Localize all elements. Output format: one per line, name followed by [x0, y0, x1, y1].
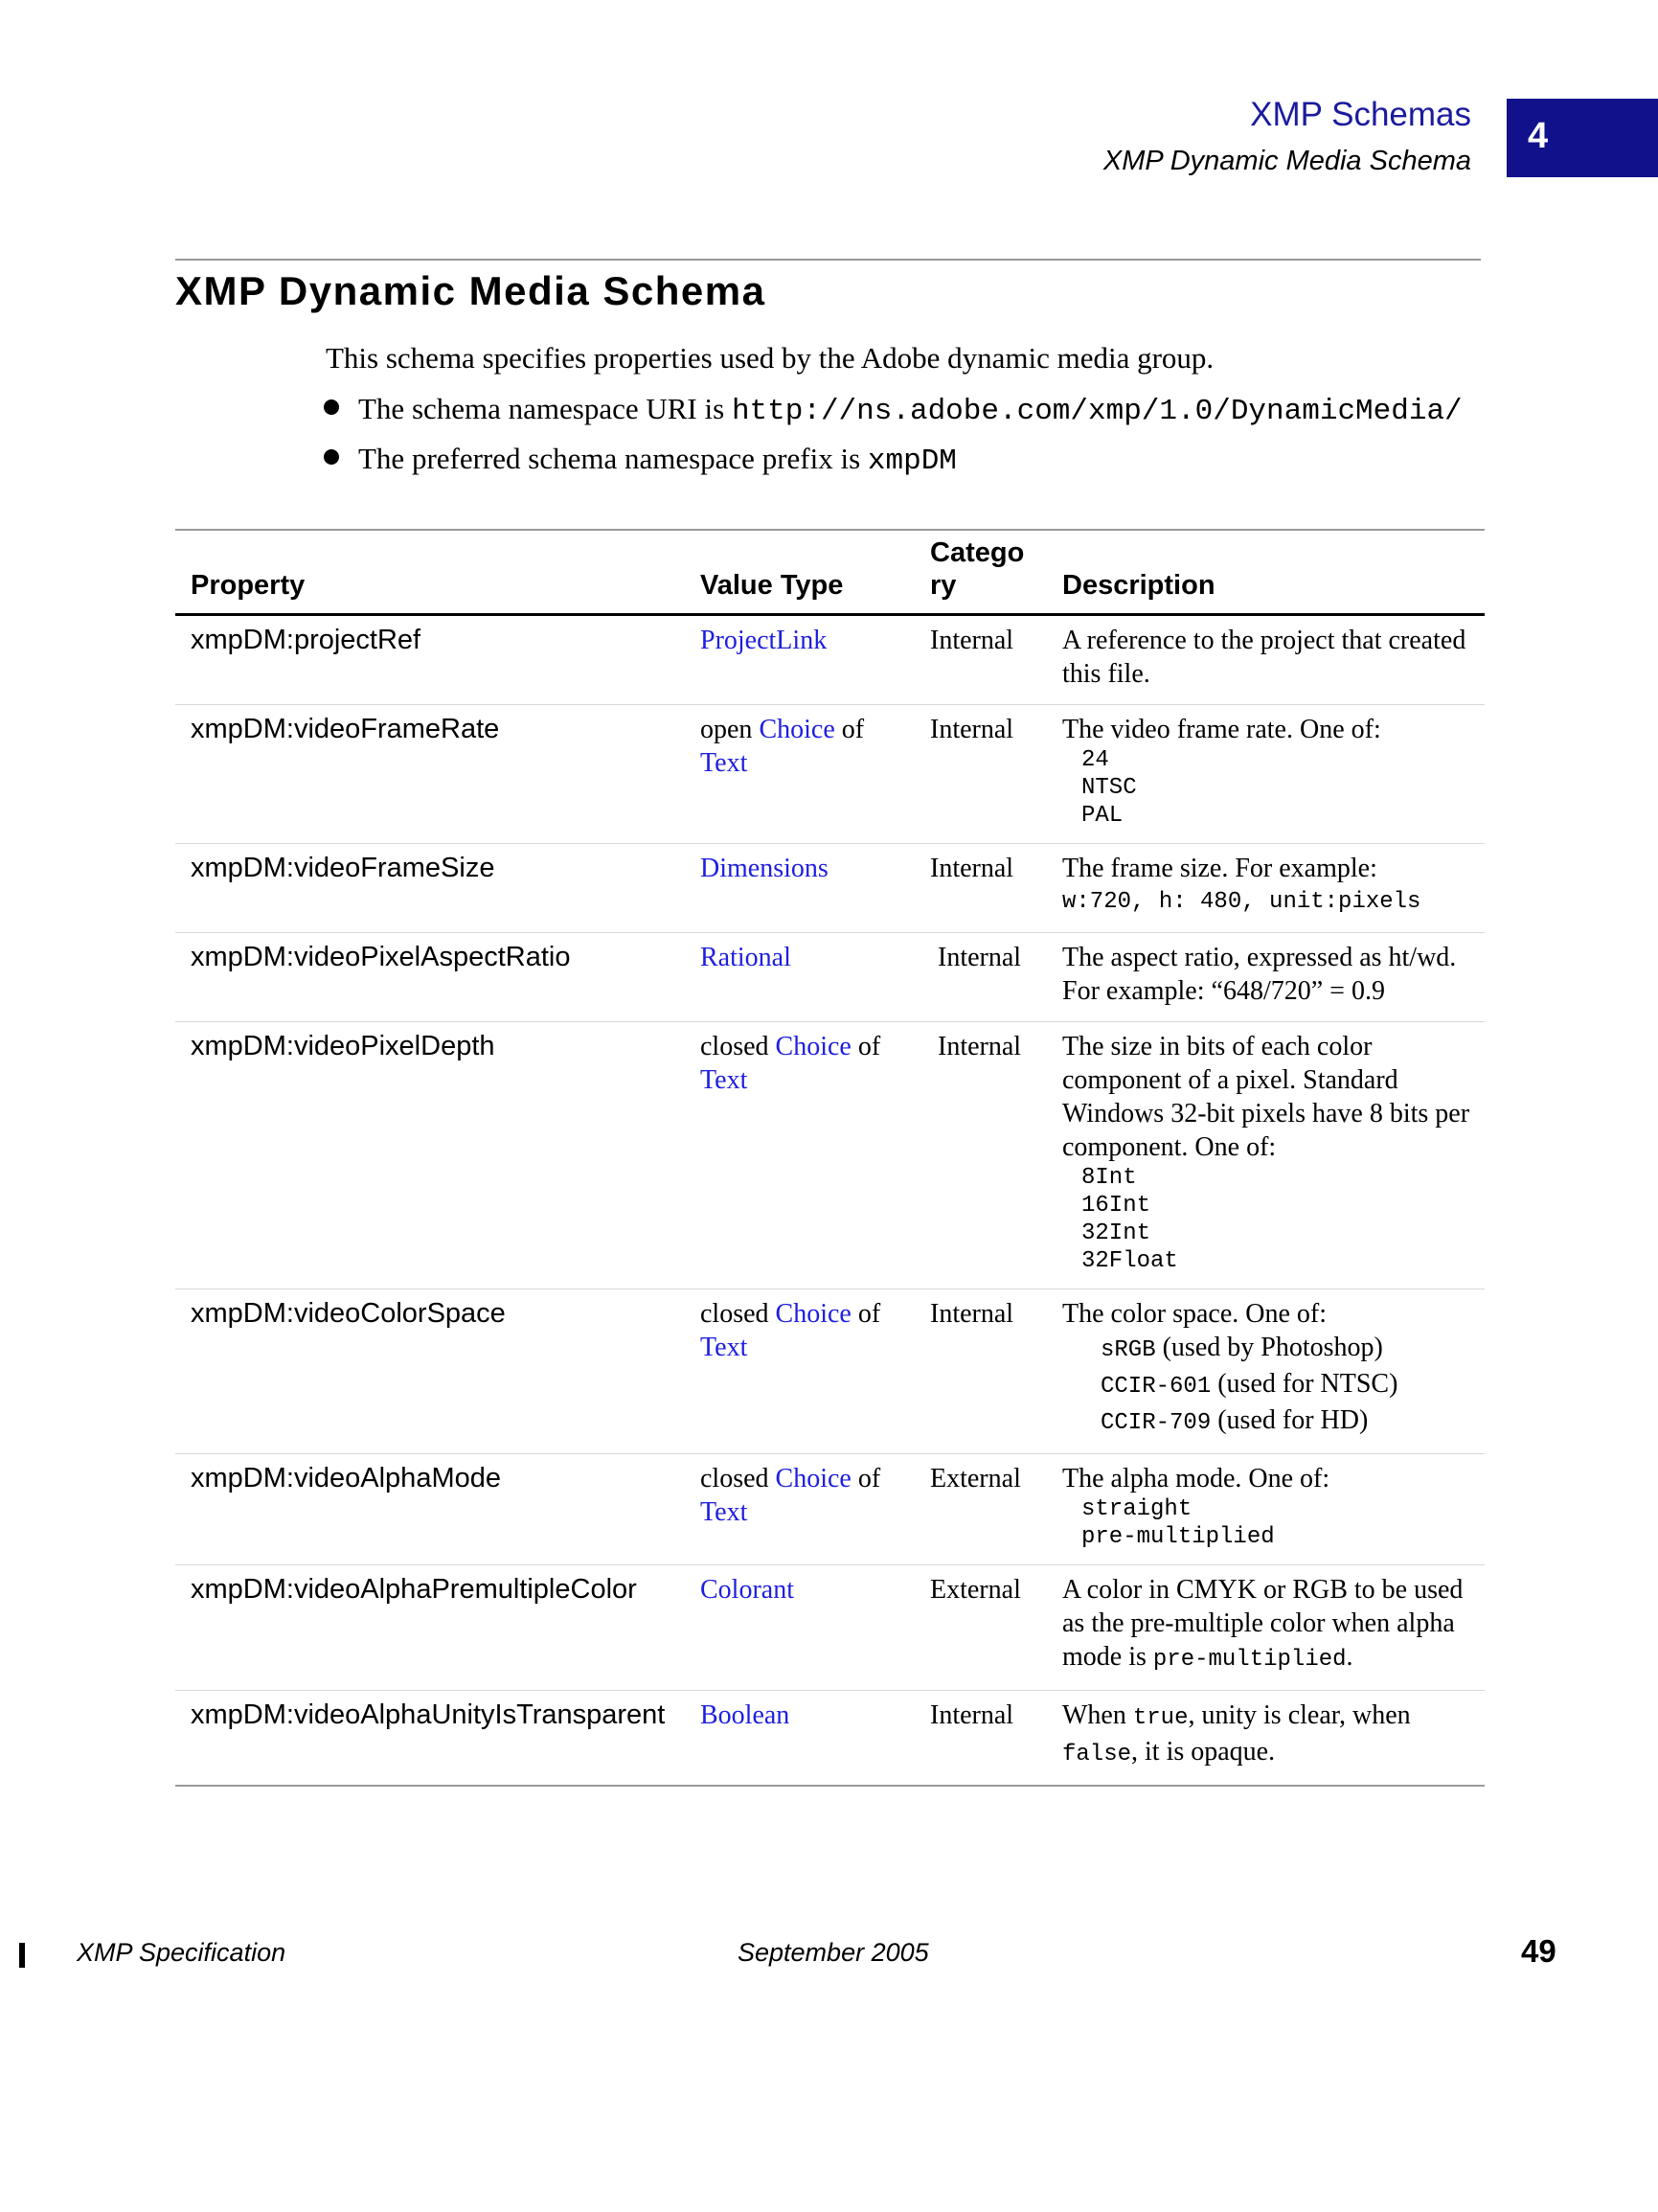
- list-item: PAL: [1081, 803, 1124, 829]
- category: External: [930, 1575, 1021, 1605]
- category: Internal: [938, 943, 1022, 972]
- value-type-link[interactable]: Text: [700, 748, 748, 778]
- table-row: [175, 615, 1485, 705]
- description: The size in bits of each color component of a pixel. Standard Windows 32-bit pixels have 8 bits per component. One of: 8Int 16Int 32Int 32Float: [1047, 1022, 1485, 1289]
- value-type-link[interactable]: Boolean: [700, 1700, 790, 1730]
- table-row: [175, 1289, 1485, 1454]
- list-item: CCIR-709 (used for HD): [1101, 1405, 1369, 1436]
- category: Internal: [930, 715, 1014, 744]
- value-type: [685, 844, 915, 933]
- description: The color space. One of: sRGB (used by Photoshop) CCIR-601 (used for NTSC) CCIR-709 (used for HD): [1047, 1289, 1485, 1454]
- section-title: XMP Dynamic Media Schema: [175, 268, 766, 313]
- list-item: 8Int: [1081, 1165, 1137, 1191]
- table-row: [175, 844, 1485, 933]
- property-name: xmpDM:videoPixelDepth: [191, 1031, 495, 1061]
- intro-paragraph: This schema specifies properties used by the Adobe dynamic media group.: [326, 341, 1215, 375]
- footer-date: September 2005: [738, 1938, 929, 1967]
- list-item: sRGB (used by Photoshop): [1101, 1333, 1383, 1363]
- header-value-type: Value Type: [700, 570, 844, 601]
- table-row: [175, 1022, 1485, 1289]
- value-list: [1062, 1164, 1485, 1275]
- bullet-namespace-prefix: [324, 442, 957, 478]
- value-type-link[interactable]: Rational: [700, 943, 791, 972]
- list-item: 32Float: [1081, 1248, 1178, 1274]
- description: A color in CMYK or RGB to be used as the pre-multiple color when alpha mode is pre-multiplied.: [1062, 1575, 1464, 1673]
- bullet-text: The preferred schema namespace prefix is: [358, 442, 868, 475]
- value-list: [1062, 746, 1485, 830]
- properties-table: [175, 529, 1485, 1787]
- value-type-link[interactable]: Choice: [759, 715, 835, 744]
- section-rule: [175, 259, 1481, 261]
- list-item: straight: [1081, 1496, 1192, 1522]
- property-name: xmpDM:videoAlphaUnityIsTransparent: [191, 1699, 666, 1730]
- namespace-prefix: xmpDM: [867, 445, 957, 478]
- table-row: [175, 705, 1485, 844]
- header-description: Description: [1062, 570, 1215, 601]
- description: The aspect ratio, expressed as ht/wd. For example: “648/720” = 0.9: [1062, 943, 1457, 1006]
- property-name: xmpDM:videoFrameSize: [191, 853, 495, 883]
- description: A reference to the project that created this file.: [1062, 626, 1466, 689]
- bullet-namespace-uri: [324, 392, 1463, 428]
- value-type-link[interactable]: Text: [700, 1497, 748, 1527]
- description: The video frame rate. One of: 24 NTSC PAL: [1047, 705, 1485, 844]
- list-item: 24: [1081, 747, 1109, 773]
- property-name: xmpDM:videoAlphaPremultipleColor: [191, 1574, 637, 1605]
- list-item: pre-multiplied: [1081, 1524, 1275, 1550]
- value-type: closed Choice of Text: [700, 1464, 881, 1527]
- property-name: xmpDM:projectRef: [191, 625, 421, 655]
- list-item: 32Int: [1081, 1220, 1151, 1246]
- value-type-link[interactable]: Text: [700, 1333, 748, 1362]
- footer-doc-title: XMP Specification: [77, 1938, 286, 1967]
- value-type: closed Choice of Text: [700, 1032, 881, 1095]
- list-item: 16Int: [1081, 1193, 1151, 1219]
- page-number: 49: [1521, 1933, 1556, 1969]
- bullet-icon: [324, 399, 339, 415]
- section-subtitle: XMP Dynamic Media Schema: [1102, 146, 1471, 176]
- description: The alpha mode. One of: straight pre-multiplied: [1047, 1454, 1485, 1565]
- example-code: w:720, h: 480, unit:pixels: [1062, 889, 1421, 915]
- value-type-link[interactable]: Choice: [775, 1299, 852, 1329]
- table-row: [175, 933, 1485, 1022]
- value-type-link[interactable]: Colorant: [700, 1575, 794, 1605]
- bullet-icon: [324, 449, 339, 465]
- value-type-link[interactable]: Dimensions: [700, 854, 829, 883]
- category: External: [930, 1464, 1021, 1494]
- table-row: [175, 1565, 1485, 1691]
- description: The frame size. For example: w:720, h: 480, unit:pixels: [1047, 844, 1485, 933]
- property-name: xmpDM:videoFrameRate: [191, 714, 500, 744]
- chapter-tab: [1507, 99, 1658, 177]
- table-row: [175, 1691, 1485, 1787]
- value-type-link[interactable]: Choice: [775, 1464, 852, 1494]
- header-property: Property: [191, 570, 306, 601]
- value-type: [685, 615, 915, 705]
- color-space-list: [1062, 1331, 1485, 1440]
- category: Internal: [930, 1700, 1014, 1730]
- value-type: open Choice of Text: [700, 715, 865, 778]
- value-type-link[interactable]: Text: [700, 1065, 748, 1095]
- bullet-text: The schema namespace URI is: [358, 392, 732, 425]
- change-bar: [19, 1943, 25, 1968]
- value-list: [1062, 1495, 1485, 1551]
- category: Internal: [938, 1032, 1022, 1061]
- description: When true, unity is clear, when false, it is opaque.: [1062, 1700, 1411, 1767]
- namespace-uri: http://ns.adobe.com/xmp/1.0/DynamicMedia/: [731, 395, 1463, 428]
- category: Internal: [930, 1299, 1014, 1329]
- property-name: xmpDM:videoColorSpace: [191, 1298, 506, 1329]
- property-name: xmpDM:videoPixelAspectRatio: [191, 942, 571, 972]
- value-type: [685, 933, 915, 1022]
- header-category: Catego ry: [930, 537, 1025, 601]
- property-name: xmpDM:videoAlphaMode: [191, 1463, 501, 1494]
- value-type-link[interactable]: ProjectLink: [700, 626, 828, 655]
- value-type: closed Choice of Text: [700, 1299, 881, 1362]
- list-item: CCIR-601 (used for NTSC): [1101, 1369, 1398, 1400]
- category: Internal: [930, 854, 1014, 883]
- table-row: [175, 1454, 1485, 1565]
- chapter-title: XMP Schemas: [1250, 96, 1471, 133]
- list-item: NTSC: [1081, 775, 1137, 801]
- value-type-link[interactable]: Choice: [775, 1032, 852, 1061]
- value-type: [685, 1565, 915, 1691]
- value-type: [685, 1691, 915, 1787]
- category: Internal: [930, 626, 1014, 655]
- table-header-row: [175, 530, 1485, 615]
- chapter-number: 4: [1528, 116, 1549, 156]
